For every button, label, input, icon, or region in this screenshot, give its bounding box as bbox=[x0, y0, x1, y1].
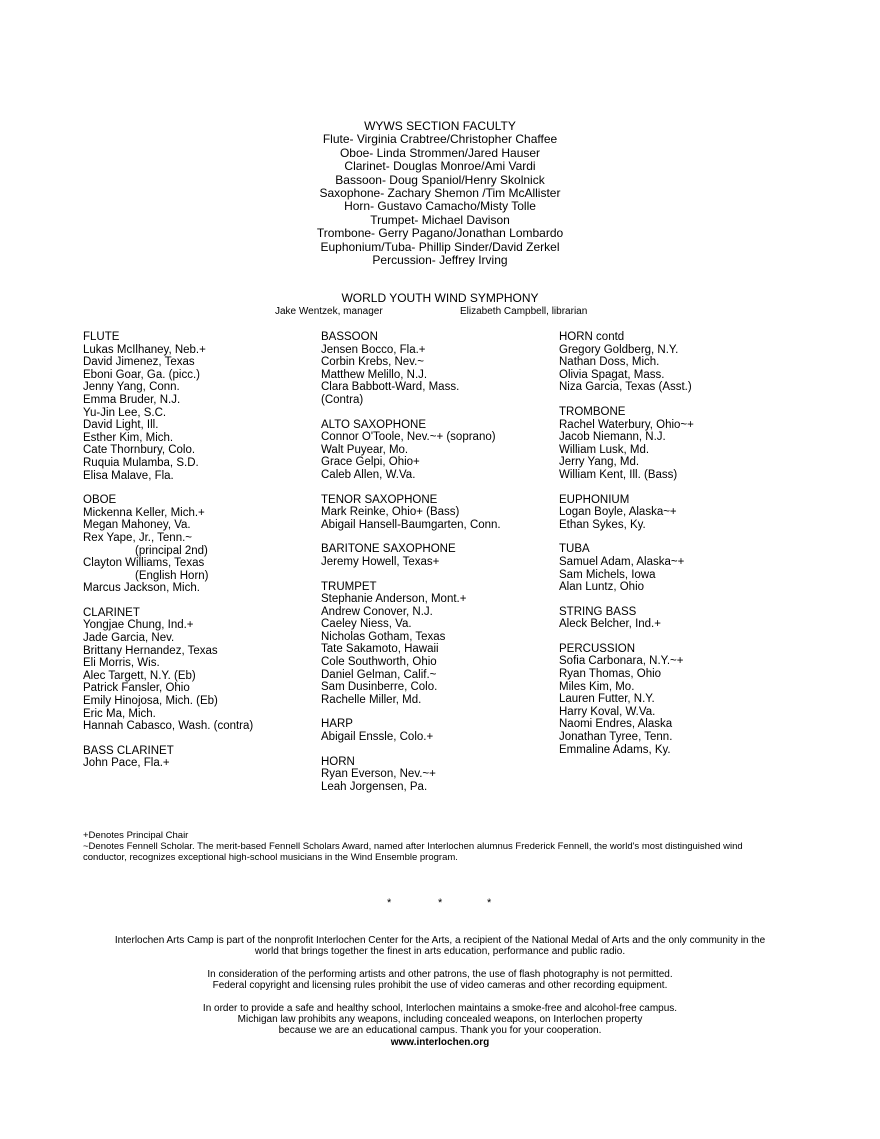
roster-column-3 bbox=[559, 331, 799, 768]
player-entry: Emily Hinojosa, Mich. (Eb) bbox=[83, 695, 218, 708]
section-trombone bbox=[559, 406, 799, 482]
player-entry: Connor O'Toole, Nev.~+ (soprano) bbox=[321, 431, 496, 444]
player-entry: Rachel Waterbury, Ohio~+ bbox=[559, 418, 694, 431]
section-heading: BARITONE SAXOPHONE bbox=[321, 543, 456, 556]
faculty-section bbox=[0, 120, 880, 267]
roster-notes bbox=[83, 830, 783, 863]
section-heading: HORN contd bbox=[559, 331, 625, 343]
player-entry: Nicholas Gotham, Texas bbox=[321, 630, 446, 643]
player-entry: Clayton Williams, Texas bbox=[83, 557, 205, 570]
section-bass-clarinet bbox=[83, 745, 323, 770]
player-entry: Ruquia Mulamba, S.D. bbox=[83, 456, 199, 469]
section-oboe bbox=[83, 494, 323, 595]
player-entry: Nathan Doss, Mich. bbox=[559, 356, 660, 369]
section-flute bbox=[83, 331, 323, 482]
section-heading: ALTO SAXOPHONE bbox=[321, 418, 427, 431]
section-harp bbox=[321, 718, 561, 743]
section-horn-contd bbox=[559, 331, 799, 394]
footer-line: In consideration of the performing artists and other patrons, the use of flash photography is not permitted. bbox=[207, 968, 673, 980]
player-entry: David Jimenez, Texas bbox=[83, 356, 195, 369]
player-entry: Gregory Goldberg, N.Y. bbox=[559, 343, 679, 356]
player-entry: Lauren Futter, N.Y. bbox=[559, 693, 655, 706]
principal-note: +Denotes Principal Chair bbox=[83, 830, 189, 841]
player-entry: Jerry Yang, Md. bbox=[559, 456, 640, 469]
player-entry: Hannah Cabasco, Wash. (contra) bbox=[83, 720, 254, 733]
section-heading: HARP bbox=[321, 718, 353, 731]
faculty-title: WYWS SECTION FACULTY bbox=[364, 119, 516, 133]
player-entry: Niza Garcia, Texas (Asst.) bbox=[559, 381, 692, 394]
section-clarinet bbox=[83, 607, 323, 733]
ensemble-librarian: Elizabeth Campbell, librarian bbox=[460, 306, 588, 317]
divider-star: * bbox=[387, 897, 392, 909]
faculty-line: Horn- Gustavo Camacho/Misty Tolle bbox=[344, 199, 536, 214]
footer bbox=[0, 935, 880, 1048]
section-heading: HORN bbox=[321, 755, 355, 768]
section-heading: EUPHONIUM bbox=[559, 493, 630, 506]
player-entry: Tate Sakamoto, Hawaii bbox=[321, 643, 439, 656]
section-heading: TENOR SAXOPHONE bbox=[321, 493, 438, 506]
player-entry: Stephanie Anderson, Mont.+ bbox=[321, 593, 467, 606]
faculty-line: Saxophone- Zachary Shemon /Tim McAllister bbox=[319, 186, 561, 201]
player-entry: Jenny Yang, Conn. bbox=[83, 381, 180, 394]
player-entry: Alan Luntz, Ohio bbox=[559, 581, 645, 594]
faculty-line: Euphonium/Tuba- Phillip Sinder/David Zerkel bbox=[320, 239, 560, 254]
player-entry: Eric Ma, Mich. bbox=[83, 707, 156, 720]
player-entry: Brittany Hernandez, Texas bbox=[83, 644, 218, 657]
section-trumpet bbox=[321, 581, 561, 707]
player-entry: Leah Jorgensen, Pa. bbox=[321, 780, 428, 793]
player-entry: Logan Boyle, Alaska~+ bbox=[559, 506, 677, 519]
section-heading: STRING BASS bbox=[559, 605, 637, 618]
player-entry: William Lusk, Md. bbox=[559, 443, 650, 456]
player-entry: Naomi Endres, Alaska bbox=[559, 718, 673, 731]
player-entry: Cate Thornbury, Colo. bbox=[83, 444, 196, 457]
section-heading: TRUMPET bbox=[321, 580, 377, 593]
faculty-line: Trombone- Gerry Pagano/Jonathan Lombardo bbox=[316, 226, 564, 241]
section-tenor-saxophone bbox=[321, 494, 561, 532]
player-entry: Aleck Belcher, Ind.+ bbox=[559, 618, 661, 631]
section-string-bass bbox=[559, 606, 799, 631]
section-heading: OBOE bbox=[83, 494, 117, 507]
footer-campus-notice bbox=[0, 1003, 880, 1049]
player-entry: Jade Garcia, Nev. bbox=[83, 632, 175, 645]
section-percussion bbox=[559, 643, 799, 756]
player-entry: Esther Kim, Mich. bbox=[83, 431, 174, 444]
player-entry: Ryan Thomas, Ohio bbox=[559, 668, 662, 681]
player-entry: Andrew Conover, N.J. bbox=[321, 605, 433, 618]
player-entry: Emma Bruder, N.J. bbox=[83, 393, 181, 406]
player-entry: Ryan Everson, Nev.~+ bbox=[321, 768, 436, 781]
player-entry: Lukas McIlhaney, Neb.+ bbox=[83, 343, 206, 356]
player-entry: (English Horn) bbox=[135, 569, 209, 582]
faculty-line: Flute- Virginia Crabtree/Christopher Chaffee bbox=[322, 132, 558, 147]
section-heading: BASSOON bbox=[321, 331, 378, 343]
player-entry: Abigail Enssle, Colo.+ bbox=[321, 731, 434, 744]
player-entry: Marcus Jackson, Mich. bbox=[83, 582, 200, 595]
website-link[interactable]: www.interlochen.org bbox=[390, 1036, 490, 1048]
footer-about: Interlochen Arts Camp is part of the nonprofit Interlochen Center for the Arts, a recipient of the National Medal of Arts and the only community in the world that brings together the finest in arts education, performance and public radio. bbox=[114, 935, 766, 958]
section-euphonium bbox=[559, 494, 799, 532]
section-heading: TROMBONE bbox=[559, 405, 626, 418]
section-bassoon bbox=[321, 331, 561, 407]
footer-line: because we are an educational campus. Thank you for your cooperation. bbox=[278, 1025, 602, 1037]
player-entry: Mickenna Keller, Mich.+ bbox=[83, 506, 205, 519]
player-entry: Elisa Malave, Fla. bbox=[83, 469, 174, 482]
player-entry: (principal 2nd) bbox=[135, 544, 208, 557]
player-entry: Olivia Spagat, Mass. bbox=[559, 368, 665, 381]
faculty-line: Clarinet- Douglas Monroe/Ami Vardi bbox=[344, 159, 536, 174]
divider-star: * bbox=[487, 897, 492, 909]
player-entry: Caleb Allen, W.Va. bbox=[321, 468, 416, 481]
player-entry: Jacob Niemann, N.J. bbox=[559, 431, 666, 444]
player-entry: Corbin Krebs, Nev.~ bbox=[321, 356, 425, 369]
faculty-line: Bassoon- Doug Spaniol/Henry Skolnick bbox=[335, 172, 545, 187]
player-entry: Matthew Melillo, N.J. bbox=[321, 368, 428, 381]
roster-column-2 bbox=[321, 331, 561, 805]
section-alto-saxophone bbox=[321, 419, 561, 482]
ensemble-title: WORLD YOUTH WIND SYMPHONY bbox=[341, 291, 539, 305]
player-entry: Caeley Niess, Va. bbox=[321, 618, 412, 631]
divider-star: * bbox=[438, 897, 443, 909]
footer-line: In order to provide a safe and healthy school, Interlochen maintains a smoke-free and alcohol-free campus. bbox=[202, 1002, 678, 1014]
player-entry: Megan Mahoney, Va. bbox=[83, 519, 191, 532]
section-heading: BASS CLARINET bbox=[83, 744, 174, 757]
player-entry: Miles Kim, Mo. bbox=[559, 680, 635, 693]
roster-column-1 bbox=[83, 331, 323, 782]
section-heading: TUBA bbox=[559, 543, 590, 556]
player-entry: (Contra) bbox=[321, 393, 364, 406]
player-entry: Sofia Carbonara, N.Y.~+ bbox=[559, 655, 684, 668]
player-entry: Walt Puyear, Mo. bbox=[321, 443, 409, 456]
player-entry: Sam Michels, Iowa bbox=[559, 568, 656, 581]
section-baritone-saxophone bbox=[321, 543, 561, 568]
section-horn bbox=[321, 756, 561, 794]
player-entry: Eboni Goar, Ga. (picc.) bbox=[83, 368, 200, 381]
player-entry: Rex Yape, Jr., Tenn.~ bbox=[83, 531, 193, 544]
player-entry: Ethan Sykes, Ky. bbox=[559, 518, 646, 531]
player-entry: John Pace, Fla.+ bbox=[83, 757, 170, 770]
fennell-note: ~Denotes Fennell Scholar. The merit-based Fennell Scholars Award, named after Interlochen alumnus Frederick Fennell, the world's most distinguished wind conductor, recognizes exceptional high-school musicians in the Wind Ensemble program. bbox=[83, 841, 743, 863]
player-entry: Jeremy Howell, Texas+ bbox=[321, 555, 440, 568]
player-entry: Daniel Gelman, Calif.~ bbox=[321, 668, 437, 681]
footer-photography-notice bbox=[0, 969, 880, 992]
footer-line: Federal copyright and licensing rules prohibit the use of video cameras and other recording equipment. bbox=[212, 980, 668, 992]
faculty-line: Trumpet- Michael Davison bbox=[370, 212, 510, 227]
player-entry: Sam Dusinberre, Colo. bbox=[321, 681, 438, 694]
faculty-line: Percussion- Jeffrey Irving bbox=[372, 253, 508, 268]
player-entry: Grace Gelpi, Ohio+ bbox=[321, 456, 420, 469]
player-entry: Yongjae Chung, Ind.+ bbox=[83, 619, 194, 632]
player-entry: Abigail Hansell-Baumgarten, Conn. bbox=[321, 518, 501, 531]
faculty-line: Oboe- Linda Strommen/Jared Hauser bbox=[339, 145, 541, 160]
player-entry: Yu-Jin Lee, S.C. bbox=[83, 406, 167, 419]
player-entry: Rachelle Miller, Md. bbox=[321, 693, 422, 706]
player-entry: Clara Babbott-Ward, Mass. bbox=[321, 381, 460, 394]
player-entry: Eli Morris, Wis. bbox=[83, 657, 160, 670]
section-tuba bbox=[559, 543, 799, 593]
player-entry: Patrick Fansler, Ohio bbox=[83, 682, 190, 695]
player-entry: Emmaline Adams, Ky. bbox=[559, 743, 671, 756]
footer-line: Michigan law prohibits any weapons, including concealed weapons, on Interlochen property bbox=[237, 1014, 643, 1026]
player-entry: David Light, Ill. bbox=[83, 419, 159, 432]
player-entry: Jensen Bocco, Fla.+ bbox=[321, 343, 426, 356]
player-entry: Cole Southworth, Ohio bbox=[321, 656, 437, 669]
player-entry: Jonathan Tyree, Tenn. bbox=[559, 731, 673, 744]
player-entry: Harry Koval, W.Va. bbox=[559, 705, 656, 718]
player-entry: Mark Reinke, Ohio+ (Bass) bbox=[321, 506, 460, 519]
player-entry: Alec Targett, N.Y. (Eb) bbox=[83, 669, 196, 682]
player-entry: Samuel Adam, Alaska~+ bbox=[559, 555, 685, 568]
ensemble-manager: Jake Wentzek, manager bbox=[275, 306, 383, 317]
section-heading: PERCUSSION bbox=[559, 642, 636, 655]
section-heading: FLUTE bbox=[83, 331, 120, 343]
section-heading: CLARINET bbox=[83, 606, 140, 619]
player-entry: William Kent, Ill. (Bass) bbox=[559, 468, 678, 481]
